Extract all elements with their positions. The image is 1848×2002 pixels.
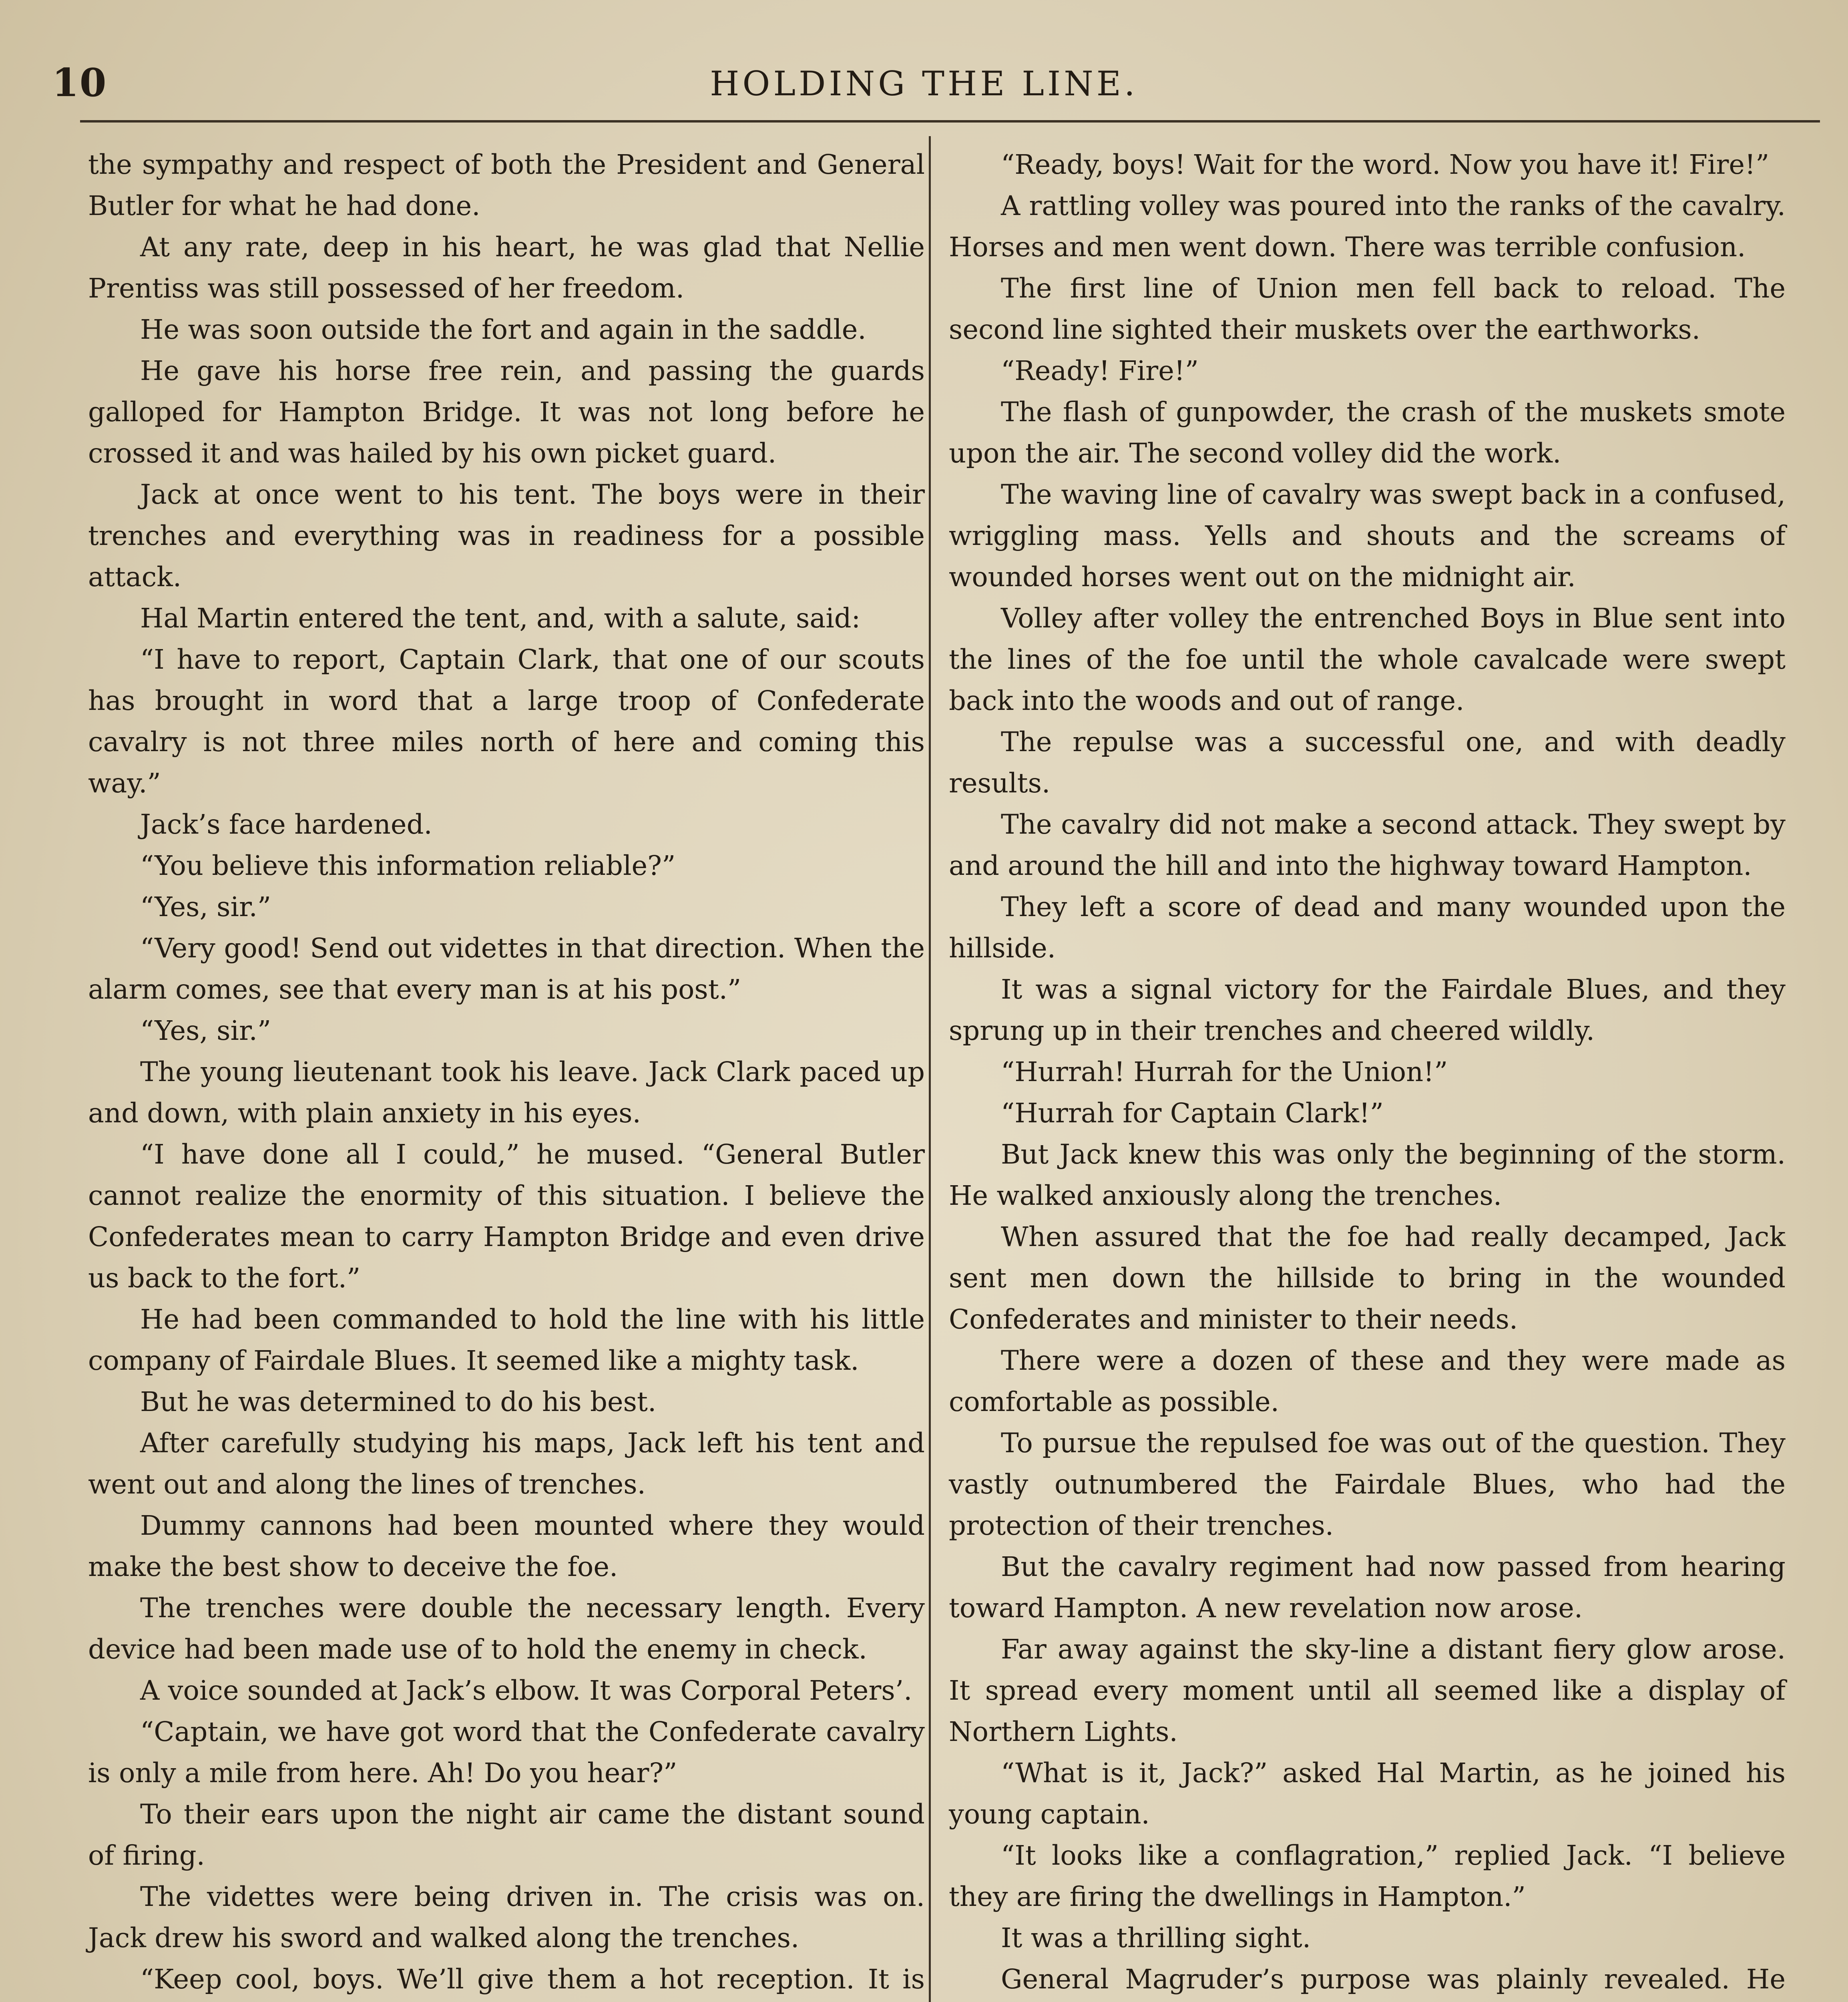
paragraph: Far away against the sky-line a distant fiery glow arose. It spread every moment until all seemed like a display of Northern Lights.: [949, 1634, 1786, 1747]
paragraph: At any rate, deep in his heart, he was glad that Nellie Prentiss was still possessed of her freedom.: [88, 231, 925, 304]
page-number: 10: [52, 60, 107, 105]
paragraph: He gave his horse free rein, and passing the guards galloped for Hampton Bridge. It was not long before he crossed it and was hailed by his own picket guard.: [88, 355, 925, 469]
paragraph: “Very good! Send out videttes in that direction. When the alarm comes, see that every man is at his post.”: [88, 933, 925, 1005]
paragraph: He had been commanded to hold the line with his little company of Fairdale Blues. It seemed like a mighty task.: [88, 1304, 925, 1376]
paragraph: “Hurrah for Captain Clark!”: [1001, 1097, 1384, 1129]
paragraph: There were a dozen of these and they were made as comfortable as possible.: [949, 1345, 1786, 1417]
paragraph: The young lieutenant took his leave. Jack Clark paced up and down, with plain anxiety in his eyes.: [88, 1056, 925, 1129]
paragraph: The waving line of cavalry was swept back in a confused, wriggling mass. Yells and shouts and the screams of wounded horses went out on the midnight air.: [949, 479, 1786, 593]
paragraph: But he was determined to do his best.: [140, 1386, 657, 1417]
running-title: HOLDING THE LINE.: [710, 64, 1138, 103]
paragraph: “Captain, we have got word that the Confederate cavalry is only a mile from here. Ah! Do you hear?”: [88, 1716, 925, 1789]
paragraph: “Ready, boys! Wait for the word. Now you have it! Fire!”: [1001, 149, 1770, 180]
paragraph: Hal Martin entered the tent, and, with a salute, said:: [140, 603, 861, 634]
paragraph: “Yes, sir.”: [140, 1015, 271, 1046]
paragraph: “Hurrah! Hurrah for the Union!”: [1001, 1056, 1448, 1087]
paragraph: But Jack knew this was only the beginning of the storm. He walked anxiously along the trenches.: [949, 1139, 1786, 1211]
paragraph: To their ears upon the night air came the distant sound of firing.: [88, 1799, 925, 1871]
paragraph: “Ready! Fire!”: [1001, 355, 1199, 386]
paragraph: “Keep cool, boys. We’ll give them a hot reception. It is: [140, 1964, 925, 1995]
paragraph: The cavalry did not make a second attack. They swept by and around the hill and into the highway toward Hampton.: [949, 809, 1786, 881]
paragraph: Volley after volley the entrenched Boys in Blue sent into the lines of the foe until the whole cavalcade were swept back into the woods and out of range.: [949, 603, 1786, 716]
paragraph: “Yes, sir.”: [140, 891, 271, 923]
paragraph: The flash of gunpowder, the crash of the muskets smote upon the air. The second volley did the work.: [949, 396, 1786, 469]
paragraph: “You believe this information reliable?”: [140, 850, 676, 881]
paragraph: It was a thrilling sight.: [1001, 1922, 1311, 1954]
paragraph: A voice sounded at Jack’s elbow. It was Corporal Peters’.: [140, 1675, 912, 1706]
paragraph: He was soon outside the fort and again in the saddle.: [140, 314, 866, 345]
paragraph: When assured that the foe had really decamped, Jack sent men down the hillside to bring in the wounded Confederates and minister to their needs.: [949, 1221, 1786, 1335]
paragraph: A rattling volley was poured into the ranks of the cavalry. Horses and men went down. There was terrible confusion.: [949, 190, 1786, 263]
paragraph: It was a signal victory for the Fairdale Blues, and they sprung up in their trenches and cheered wildly.: [949, 974, 1786, 1046]
paragraph: “I have to report, Captain Clark, that one of our scouts has brought in word that a large troop of Confederate cavalry is not three miles north of here and coming this way.”: [88, 644, 925, 799]
paragraph: The first line of Union men fell back to reload. The second line sighted their muskets over the earthworks.: [949, 273, 1786, 345]
text-column-left: [88, 144, 925, 2002]
paragraph: The videttes were being driven in. The crisis was on. Jack drew his sword and walked along the trenches.: [88, 1881, 925, 1954]
paragraph: The repulse was a successful one, and with deadly results.: [949, 726, 1786, 799]
paragraph: The trenches were double the necessary length. Every device had been made use of to hold the enemy in check.: [88, 1592, 925, 1665]
paragraph: To pursue the repulsed foe was out of the question. They vastly outnumbered the Fairdale Blues, who had the protection of their trenches.: [949, 1427, 1786, 1541]
paragraph: But the cavalry regiment had now passed from hearing toward Hampton. A new revelation now arose.: [949, 1551, 1786, 1624]
paragraph: Jack’s face hardened.: [140, 809, 432, 840]
paragraph: General Magruder’s purpose was plainly revealed. He: [1001, 1964, 1786, 1995]
paragraph: “I have done all I could,” he mused. “General Butler cannot realize the enormity of this situation. I believe the Confederates mean to carry Hampton Bridge and even drive us back to the fort.”: [88, 1139, 925, 1294]
paragraph: They left a score of dead and many wounded upon the hillside.: [949, 891, 1786, 964]
text-column-right: [949, 144, 1786, 2002]
paragraph: After carefully studying his maps, Jack left his tent and went out and along the lines of trenches.: [88, 1427, 925, 1500]
paragraph: “What is it, Jack?” asked Hal Martin, as he joined his young captain.: [949, 1757, 1786, 1830]
header-rule: [80, 120, 1820, 123]
paragraph: Dummy cannons had been mounted where they would make the best show to deceive the foe.: [88, 1510, 925, 1582]
column-divider: [929, 136, 931, 2002]
paragraph: Jack at once went to his tent. The boys were in their trenches and everything was in readiness for a possible attack.: [88, 479, 925, 593]
paragraph: the sympathy and respect of both the President and General Butler for what he had done.: [88, 149, 925, 221]
paragraph: “It looks like a conflagration,” replied Jack. “I believe they are firing the dwellings in Hampton.”: [949, 1840, 1786, 1912]
